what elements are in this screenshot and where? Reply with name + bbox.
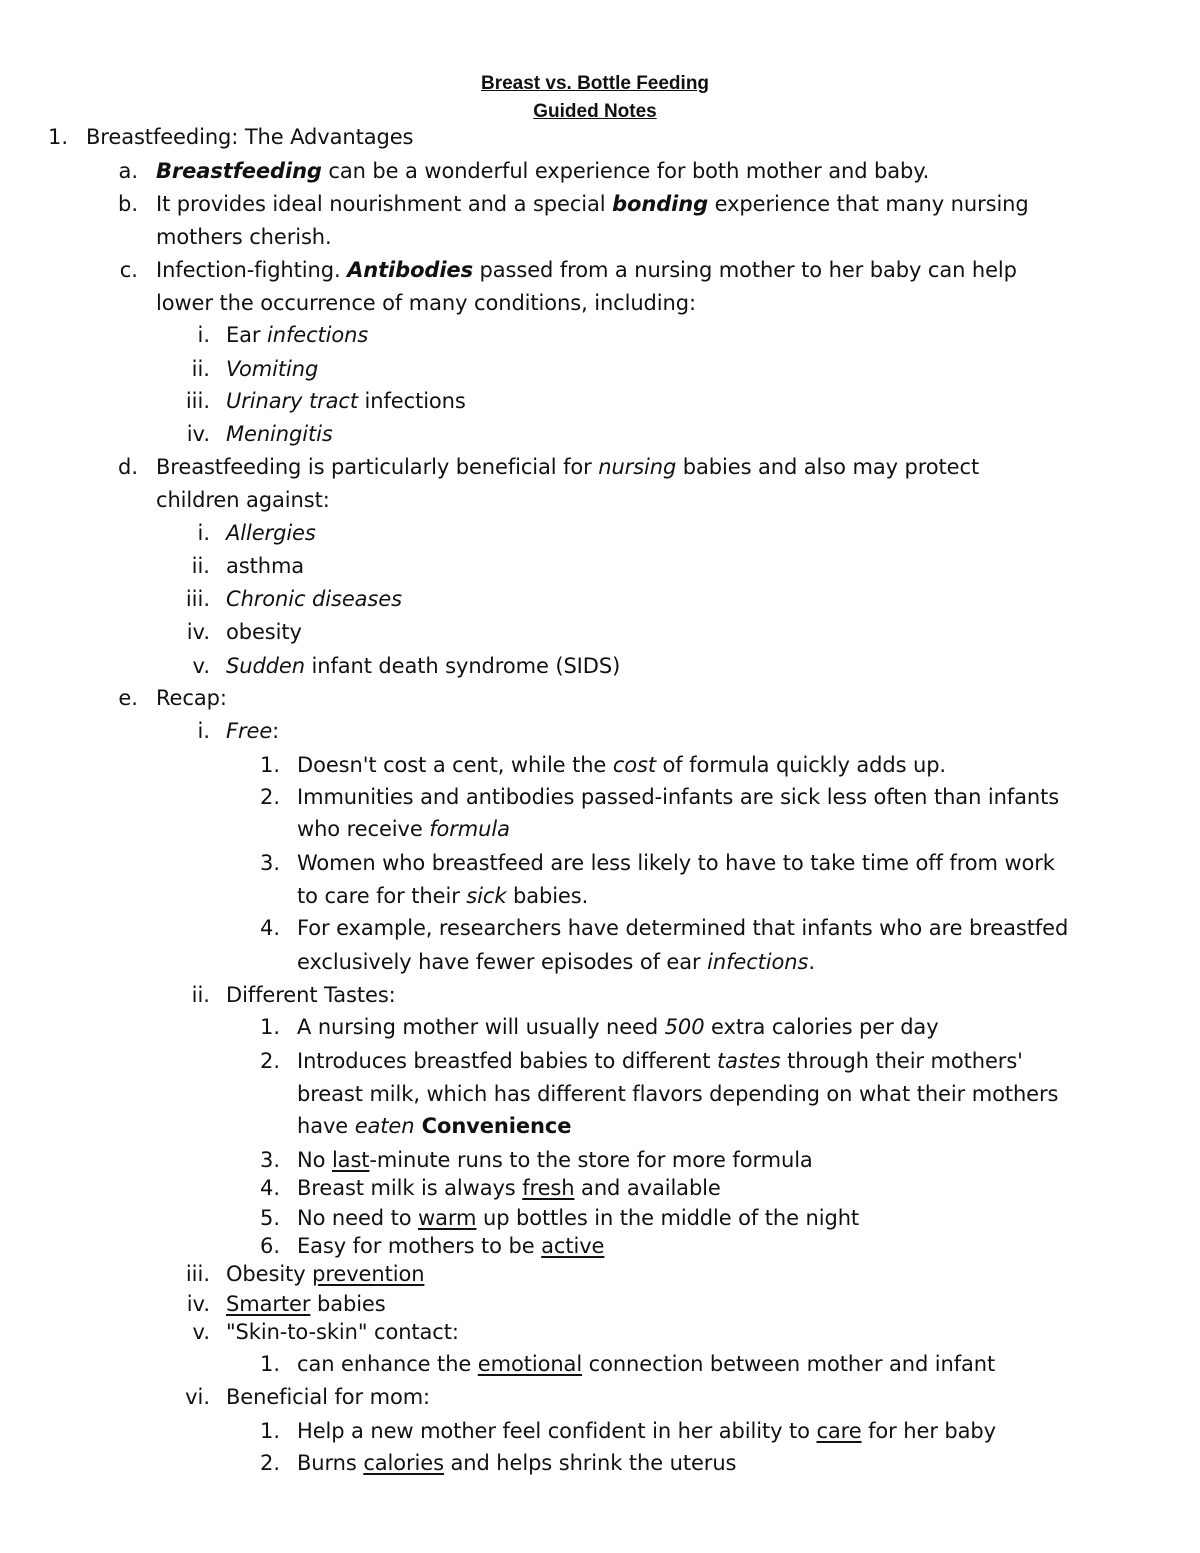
fill-in-answer: calories: [363, 1451, 444, 1475]
list-marker: ii.: [191, 357, 210, 381]
list-marker: 1.: [259, 753, 280, 777]
fill-in-answer: fresh: [522, 1176, 575, 1200]
list-item: Allergies: [226, 521, 316, 545]
section-heading: Breastfeeding: The Advantages: [86, 125, 414, 149]
list-marker: c.: [119, 258, 138, 282]
list-item-continuation: lower the occurrence of many conditions, including:: [156, 291, 696, 315]
list-marker: b.: [117, 192, 138, 216]
fill-in-answer: warm: [418, 1206, 477, 1230]
list-marker: e.: [118, 686, 138, 710]
list-item: Free:: [226, 719, 280, 743]
document-subtitle: Guided Notes: [533, 101, 657, 122]
list-item: Breast milk is always fresh and available: [297, 1176, 721, 1200]
list-item: Infection-fighting. Antibodies passed from a nursing mother to her baby can help: [156, 258, 1017, 282]
list-item: Beneficial for mom:: [226, 1385, 431, 1409]
list-marker: ii.: [191, 983, 210, 1007]
list-item: A nursing mother will usually need 500 extra calories per day: [297, 1015, 939, 1039]
list-item: Different Tastes:: [226, 983, 396, 1007]
list-item: Recap:: [156, 686, 227, 710]
list-item: Meningitis: [226, 422, 333, 446]
list-marker: iv.: [186, 422, 210, 446]
fill-in-answer: active: [541, 1234, 605, 1258]
list-item-continuation: to care for their sick babies.: [297, 884, 589, 908]
list-item: Immunities and antibodies passed-infants are sick less often than infants: [297, 785, 1060, 809]
fill-in-answer: Smarter: [226, 1292, 311, 1316]
list-marker: d.: [117, 455, 138, 479]
list-item: No need to warm up bottles in the middle of the night: [297, 1206, 860, 1230]
list-item: Vomiting: [226, 357, 319, 381]
fill-in-answer: last: [331, 1148, 370, 1172]
list-item-continuation: exclusively have fewer episodes of ear infections.: [297, 950, 815, 974]
list-marker: i.: [197, 323, 210, 347]
document-title: Breast vs. Bottle Feeding: [480, 73, 710, 94]
list-item: Chronic diseases: [226, 587, 402, 611]
list-item: Help a new mother feel confident in her ability to care for her baby: [297, 1419, 996, 1443]
list-item: Smarter babies: [226, 1292, 386, 1316]
list-item: "Skin-to-skin" contact:: [226, 1320, 459, 1344]
list-marker: vi.: [185, 1385, 210, 1409]
list-marker: 5.: [259, 1206, 280, 1230]
list-marker: i.: [197, 719, 210, 743]
list-item: Women who breastfeed are less likely to have to take time off from work: [297, 851, 1055, 875]
list-item: Doesn't cost a cent, while the cost of formula quickly adds up.: [297, 753, 947, 777]
list-item: Breastfeeding is particularly beneficial for nursing babies and also may protect: [156, 455, 980, 479]
list-item: No last-minute runs to the store for more formula: [297, 1148, 813, 1172]
list-marker: v.: [192, 654, 210, 678]
list-marker: ii.: [191, 554, 210, 578]
keyword: Breastfeeding: [156, 159, 322, 183]
list-item: obesity: [226, 620, 302, 644]
list-marker: 3.: [259, 851, 280, 875]
list-item: For example, researchers have determined that infants who are breastfed: [297, 916, 1069, 940]
list-item: Burns calories and helps shrink the uterus: [297, 1451, 737, 1475]
list-marker: 4.: [259, 916, 280, 940]
list-item-continuation: children against:: [156, 488, 330, 512]
list-item: Urinary tract infections: [226, 389, 466, 413]
list-marker: 1.: [259, 1419, 280, 1443]
keyword: Antibodies: [347, 258, 473, 282]
list-item: asthma: [226, 554, 305, 578]
fill-in-answer: emotional: [477, 1352, 583, 1376]
list-marker: 4.: [259, 1176, 280, 1200]
list-item: Easy for mothers to be active: [297, 1234, 605, 1258]
keyword: bonding: [612, 192, 709, 216]
list-marker: v.: [192, 1320, 210, 1344]
list-item: Ear infections: [226, 323, 369, 347]
list-marker: 1.: [259, 1015, 280, 1039]
fill-in-answer: prevention: [312, 1262, 425, 1286]
list-marker: 3.: [259, 1148, 280, 1172]
fill-in-answer: care: [816, 1419, 862, 1443]
list-marker: iii.: [185, 1262, 210, 1286]
list-marker: 2.: [259, 785, 280, 809]
list-item: can enhance the emotional connection between mother and infant: [297, 1352, 996, 1376]
list-marker: iii.: [185, 587, 210, 611]
list-item-continuation: have eaten Convenience: [297, 1114, 572, 1138]
list-marker: 1.: [259, 1352, 280, 1376]
list-item-continuation: mothers cherish.: [156, 225, 332, 249]
list-marker: 2.: [259, 1451, 280, 1475]
list-item: Obesity prevention: [226, 1262, 425, 1286]
list-marker: 1.: [47, 125, 68, 149]
list-marker: a.: [118, 159, 138, 183]
list-marker: 6.: [259, 1234, 280, 1258]
list-item: Breastfeeding can be a wonderful experience for both mother and baby.: [156, 159, 930, 183]
list-marker: 2.: [259, 1049, 280, 1073]
list-item-continuation: breast milk, which has different flavors depending on what their mothers: [297, 1082, 1059, 1106]
list-item: It provides ideal nourishment and a special bonding experience that many nursing: [156, 192, 1029, 216]
list-marker: iv.: [186, 1292, 210, 1316]
list-marker: i.: [197, 521, 210, 545]
list-item: Introduces breastfed babies to different tastes through their mothers': [297, 1049, 1023, 1073]
list-marker: iii.: [185, 389, 210, 413]
list-marker: iv.: [186, 620, 210, 644]
list-item-continuation: who receive formula: [297, 817, 510, 841]
list-item: Sudden infant death syndrome (SIDS): [226, 654, 621, 678]
